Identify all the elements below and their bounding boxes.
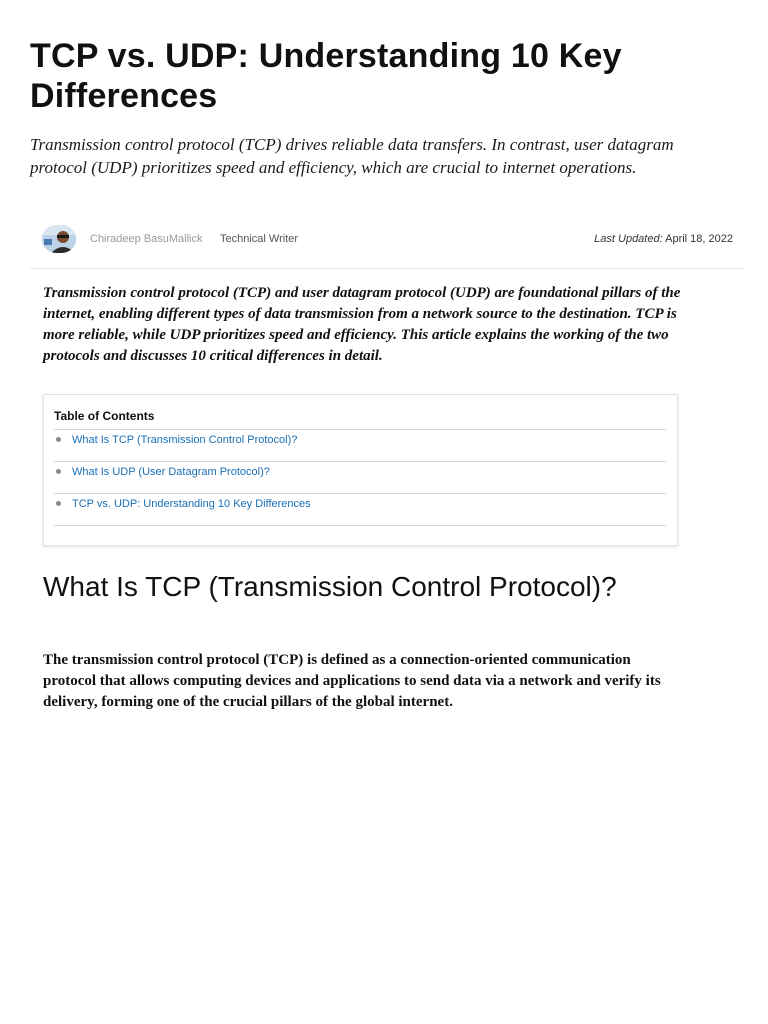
bullet-icon [56,469,61,474]
bullet-icon [56,437,61,442]
section-heading: What Is TCP (Transmission Control Protocol)? [43,571,617,602]
author-role: Technical Writer [220,233,299,245]
table-of-contents [43,394,678,546]
toc-title: Table of Contents [54,409,155,423]
toc-link-what-is-tcp[interactable]: What Is TCP (Transmission Control Protocol)? [72,434,298,446]
last-updated-date: April 18, 2022 [665,233,733,245]
toc-link-what-is-udp[interactable]: What Is UDP (User Datagram Protocol)? [72,466,270,478]
last-updated-label: Last Updated: [594,233,663,245]
author-name[interactable]: Chiradeep BasuMallick [90,233,203,245]
toc-list [54,430,666,526]
avatar-icon [42,225,76,253]
bullet-icon [56,501,61,506]
toc-item [54,430,666,462]
article-intro: Transmission control protocol (TCP) and user datagram protocol (UDP) are foundational pillars of the internet, enabling different types of data transmission from a network source to the destination. TCP is more reliable, while UDP prioritizes speed and efficiency. This article explains the working of the two protocols and discusses 10 critical differences in detail. [43,285,681,364]
toc-item [54,462,666,494]
toc-link-key-differences[interactable]: TCP vs. UDP: Understanding 10 Key Differences [72,498,311,510]
article-subtitle: Transmission control protocol (TCP) drives reliable data transfers. In contrast, user datagram protocol (UDP) prioritizes speed and efficiency, which are crucial to internet operations. [30,135,674,177]
last-updated [594,233,733,245]
author-bar [30,222,745,269]
toc-item [54,494,666,526]
author-avatar[interactable] [42,225,76,253]
section-body: The transmission control protocol (TCP) is defined as a connection-oriented communication protocol that allows computing devices and applications to send data via a network and verify its delivery, forming one of the crucial pillars of the global internet. [43,652,661,710]
article-title: TCP vs. UDP: Understanding 10 Key Differences [30,37,622,115]
